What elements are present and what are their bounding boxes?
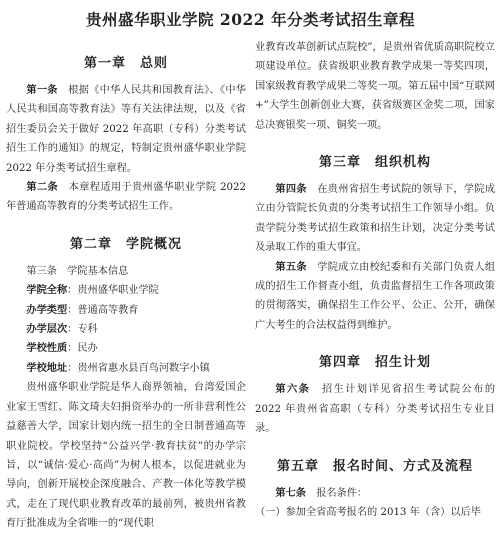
article-5-label: 第五条 bbox=[275, 260, 307, 273]
info-row-level: 办学层次：专科 bbox=[26, 323, 98, 336]
article-6 bbox=[255, 380, 495, 438]
info-row-type: 办学类型：普通高等教育 bbox=[26, 303, 139, 316]
chapter-5-heading: 第五章 报名时间、方式及流程 bbox=[276, 458, 473, 474]
info-label: 办学类型 bbox=[26, 303, 68, 316]
chapter-2-heading: 第二章 学院概况 bbox=[69, 236, 182, 252]
article-5-text: 学院成立由校纪委和有关部门负责人组成的招生工作督查小组，负责监督招生工作各项政策的贯彻落实，确保招生工作公平、公正、公开，确保广大考生的合法权益得到维护。 bbox=[255, 261, 496, 331]
article-4-label: 第四条 bbox=[275, 183, 307, 196]
article-6-label: 第六条 bbox=[275, 383, 311, 396]
article-2-text: 本章程适用于贵州盛华职业学院 2022 年普通高等教育的分类考试招生工作。 bbox=[6, 182, 247, 213]
info-row-nature: 学校性质：民办 bbox=[26, 342, 98, 355]
info-row-name: 学院全称：贵州盛华职业学院 bbox=[26, 284, 159, 297]
article-7-item-1: （一）参加全省高考报名的 2013 年（含）以后毕 bbox=[255, 506, 481, 518]
article-4 bbox=[255, 180, 495, 258]
chapter-3-heading: 第三章 组织机构 bbox=[318, 155, 431, 171]
article-2 bbox=[6, 178, 246, 217]
left-column bbox=[6, 38, 246, 534]
info-value: 民办 bbox=[77, 343, 98, 355]
info-label: 学校性质 bbox=[26, 342, 68, 355]
info-value: 普通高等教育 bbox=[77, 304, 139, 316]
article-5 bbox=[255, 258, 495, 336]
article-2-label: 第二条 bbox=[26, 181, 59, 194]
article-7-label: 第七条 bbox=[275, 486, 306, 499]
info-row-address: 学校地址：贵州省惠水县百鸟河数字小镇 bbox=[26, 361, 210, 374]
info-label: 学校地址 bbox=[26, 361, 68, 374]
article-6-text: 招生计划详见省招生考试院公布的 2022 年贵州省高职（专科）分类考试招生专业目录。 bbox=[255, 384, 496, 435]
article-4-text: 在贵州省招生考试院的领导下，学院成立由分管院长负责的分类考试招生工作领导小组。负责学院分类考试招生政策和招生计划，决定分类考试及录取工作的重大事宜。 bbox=[255, 184, 496, 254]
article-7 bbox=[255, 484, 495, 503]
chapter-4-heading: 第四章 招生计划 bbox=[318, 355, 431, 371]
info-label: 办学层次 bbox=[26, 323, 68, 336]
article-3-text: 学院基本信息 bbox=[67, 265, 129, 277]
article-1 bbox=[6, 81, 246, 178]
college-intro-continued: 业教育改革创新试点院校”，是贵州省优质高职院校立项建设单位。获省级职业教育教学成果一等奖四项，国家级教育教学成果二等奖一项。第五届中国“互联网 +”大学生创新创业大赛，获省级赛区金奖二项，国家总决赛银奖一项、铜奖一项。 bbox=[255, 42, 495, 131]
info-value: 专科 bbox=[77, 324, 98, 336]
article-3 bbox=[6, 262, 246, 281]
college-intro-paragraph: 贵州盛华职业学院是华人商界领袖，台湾爱国企业家王雪红、陈文琦夫妇捐资举办的一所非营利性公益慈善大学，国家计划内统一招生的全日制普通高等职业院校。学校坚持“公益兴学·教育扶贫”的办学宗旨，以“诚信·爱心·高尚”为树人根本，以促进就业为导向，创新开展校企深度融合、产教一体化等教学模式，走在了现代职业教育改革的最前列，被贵州省教育厅批准成为全省唯一的“现代职 bbox=[6, 382, 246, 530]
right-column bbox=[255, 38, 495, 522]
info-label: 学院全称 bbox=[26, 284, 68, 297]
info-value: 贵州省惠水县百鸟河数字小镇 bbox=[77, 362, 210, 374]
info-value: 贵州盛华职业学院 bbox=[77, 285, 159, 297]
article-3-label: 第三条 bbox=[26, 265, 57, 277]
article-1-text: 根据《中华人民共和国教育法》、《中华人民共和国高等教育法》等有关法律法规，以及《省招生委员会关于做好 2022 年高职（专科）分类考试招生工作的通知》的规定，特制定贵州盛华职业学院 2022 年分类考试招生章程。 bbox=[6, 85, 246, 174]
chapter-1-heading: 第一章 总则 bbox=[83, 56, 168, 71]
article-1-label: 第一条 bbox=[26, 84, 58, 96]
article-7-text: 报名条件： bbox=[316, 487, 368, 499]
document-title: 贵州盛华职业学院 2022 年分类考试招生章程 bbox=[86, 10, 415, 29]
